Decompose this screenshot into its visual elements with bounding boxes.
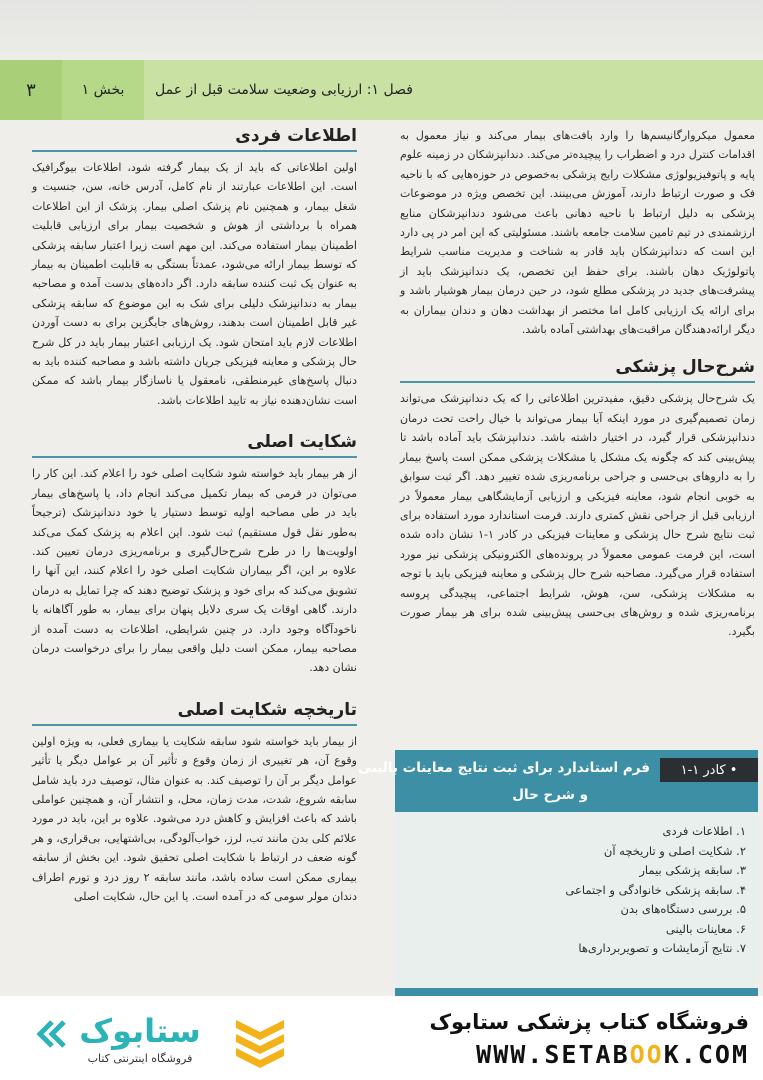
list-item: ۶. معاینات بالینی <box>665 921 746 936</box>
box-1-1 <box>358 750 758 1000</box>
medical-history-heading: شرح‌حال پزشکی <box>400 357 755 383</box>
box-title-line1: فرم استاندارد برای ثبت نتایج معاینات بالینی <box>358 760 650 776</box>
url-suffix: K.COM <box>663 1040 749 1069</box>
intro-paragraph: معمول میکروارگانیسم‌ها را وارد بافت‌های بیمار می‌کند و نیاز معمول به اقدامات کنترل درد و اضطراب را پیچیده‌تر می‌کند. دندانپزشکان در زمینه علوم پایه و پاتوفیزیولوژی مشکلات رایج پزشکی به‌خصوص در حوزه‌هایی که با ناحیه فک و صورت ارتباط دارند، آموزش می‌بینند. این تخصص ویژه در موضوعات پزشکی به دلیل ارتباط با ناحیه دهانی باعث می‌شود دندانپزشکان منابع ارزشمندی در تیم تامین سلامت جامعه باشند. مسئولیتی که این امر در پی دارد این است که دندانپزشکان باید قادر به شناخت و مدیریت مناسب شرایط پاتولوژیک دهان باشند. برای حفظ این تخصص، یک دندانپزشک باید از پیشرفت‌های جدید در پزشکی مطلع شود، در حین درمان بیمار هوشیار باشد و برای ارائه یک ارزیابی کامل اما مختصر از بهداشت دهان و دندان بیماران به دیگر ارائه‌دهندگان مراقبت‌های بهداشتی آماده باشد. <box>400 129 755 337</box>
logo-wordmark: ستابوک <box>79 1012 201 1050</box>
url-prefix: WWW.SETAB <box>476 1040 630 1069</box>
box-title-line2: و شرح حال <box>512 787 588 803</box>
box-header <box>358 750 758 812</box>
watermark-footer <box>0 996 763 1080</box>
books-icon <box>236 1020 284 1068</box>
logo-subtitle: فروشگاه اینترنتی کتاب <box>87 1052 193 1065</box>
personal-info-heading: اطلاعات فردی <box>32 126 357 152</box>
chief-complaint-heading: شکایت اصلی <box>32 432 357 458</box>
box-tag: • کادر ۱-۱ <box>660 758 758 782</box>
box-bottom-rule <box>395 988 758 996</box>
box-list-panel <box>395 812 758 1000</box>
medical-history-text: یک شرح‌حال پزشکی دقیق، مفیدترین اطلاعاتی را که یک دندانپزشک می‌تواند زمان تصمیم‌گیری در مورد اینکه آیا بیمار می‌تواند با خیال راحت تحت درمان دندانپزشکی قرار گیرد، در اختیار داشته باشد. دندانپزشک باید آماده باشد تا پیش‌بینی کند که چگونه یک مشکل یا مشکلات پزشکی ممکن است پاسخ بیمار را به داروهای بی‌حسی و جراحی برنامه‌ریزی شده تغییر دهد. اگر ثبت سوابق به خوبی انجام شود، معاینه فیزیکی و ارزیابی آزمایشگاهی بیمار معمولاً در ارزیابی قبل از جراحی نقش کمتری دارند. فرمت استاندارد مورد استفاده برای ثبت نتایج شرح حال پزشکی و معاینات فیزیکی در کادر ۱-۱ نشان داده شده است، این فرمت عمومی معمولاً در پرونده‌های الکترونیکی پزشکی نیز مورد استفاده قرار می‌گیرد. مصاحبه شرح حال پزشکی و معاینه فیزیکی باید با توجه به مشکلات پزشکی، سن، هوش، شرایط اجتماعی، پیچیدگی پروسه برنامه‌ریزی شده و روش‌های بی‌حسی پیش‌بینی شده برای هر بیمار صورت بگیرد. <box>400 392 755 639</box>
list-item: ۳. سابقه پزشکی بیمار <box>639 863 746 877</box>
right-text-column <box>32 126 357 906</box>
list-item: ۲. شکایت اصلی و تاریخچه آن <box>603 843 746 858</box>
shop-name: فروشگاه کتاب پزشکی ستابوک <box>429 1010 749 1034</box>
chapter-title: فصل ۱: ارزیابی وضعیت سلامت قبل از عمل <box>155 82 413 98</box>
list-item: ۵. بررسی دستگاه‌های بدن <box>620 902 746 916</box>
logo-chevrons <box>40 1022 64 1046</box>
page-header <box>0 60 763 120</box>
complaint-history-heading: تاریخچه شکایت اصلی <box>32 700 357 726</box>
page-number: ۳ <box>0 60 62 120</box>
chief-complaint-text: از هر بیمار باید خواسته شود شکایت اصلی خود را اعلام کند. این کار را می‌توان در فرمی که بیمار تکمیل می‌کند انجام داد، یا پاسخ‌های بیمار باید در طی مصاحبه اولیه توسط دستیار یا خود دندانپزشک (ترجیحاً به‌طور نقل قول مستقیم) ثبت شود. این اعلام به پزشک کمک می‌کند اولویت‌ها را در طرح شرح‌حال‌گیری و برنامه‌ریزی درمان تعیین کند. علاوه بر این، اگر بیماران شکایت اصلی خود را اعلام کنند، این آنها را تشویق می‌کند که برای خود و پزشک توضیح دهند که چرا تمایل به درمان دارند. گاهی اوقات یک سری دلایل پنهان برای بیمار، به طور آگاهانه یا ناخودآگاه وجود دارد. در چنین شرایطی، اطلاعات به دست آمده از مصاحبه بیمار، ممکن است دلیل واقعی بیمار را برای درخواست درمان نشان دهد. <box>32 467 357 675</box>
website-url[interactable] <box>476 1040 749 1069</box>
setabook-logo <box>22 1004 300 1072</box>
box-list <box>395 812 758 959</box>
complaint-history-text: از بیمار باید خواسته شود سابقه شکایت یا بیماری فعلی، به ویژه اولین وقوع آن، هر تغییری از زمان وقوع و تأثیر آن بر عوامل دیگر یا تأثیر عوامل دیگر بر آن را توصیف کند. به عنوان مثال، توصیف درد باید شامل سابقه شروع، شدت، مدت زمان، محل، و انتشار آن، و همچنین عواملی باشد که باعث افزایش و کاهش درد می‌شود. علاوه بر این، باید در مورد علائم کلی بدن مانند تب، لرز، خواب‌آلودگی، بی‌اشتهایی، بی‌قراری، و هر گونه ضعف در ارتباط با شکایت اصلی تحقیق شود. این بخش از سابقه بیماری ممکن است ساده باشد، مانند سابقه ۲ روز درد و تورم اطراف دندان مولر سومی که در آمده است. یا این حال، شکایت اصلی <box>32 734 357 903</box>
section-label: بخش ۱ <box>62 60 144 120</box>
personal-info-text: اولین اطلاعاتی که باید از یک بیمار گرفته شود، اطلاعات بیوگرافیک است. این اطلاعات عبارتند از نام کامل، آدرس خانه، سن، جنسیت و شغل بیمار، و همچنین نام پزشک اصلی بیمار. پزشک از این اطلاعات همراه با برداشتی از هوش و شخصیت بیمار برای ارزیابی قابلیت اطمینان بیمار استفاده می‌کند. این مهم است زیرا اعتبار سابقه پزشکی که توسط بیمار ارائه می‌شود، عمدتاً بستگی به قابلیت اطمینان به بیمار به عنوان یک ثبت کننده سابقه دارد. اگر داده‌های بدست آمده و مصاحبه بیمار به دندانپزشک دلیلی برای شک به این موضوع که سابقه پزشکی غیر قابل اطمینان است بدهند، روش‌های جایگزین برای به دست آوردن اطلاعات لازم باید امتحان شود. یک ارزیابی اعتبار بیمار باید در کل شرح حال پزشکی و معاینه فیزیکی جریان داشته باشد و مصاحبه کننده باید به دنبال پاسخ‌های غیرمنطقی، نامعقول یا ناسازگار بیمار باشد که ممکن است نشان‌دهنده نیاز به تایید اطلاعات باشد. <box>32 161 357 407</box>
list-item: ۴. سابقه پزشکی خانوادگی و اجتماعی <box>565 882 746 897</box>
url-highlight: OO <box>629 1040 664 1069</box>
page-top-margin <box>0 0 763 60</box>
list-item: ۷. نتایج آزمایشات و تصویربرداری‌ها <box>578 941 746 955</box>
list-item: ۱. اطلاعات فردی <box>662 824 746 838</box>
left-text-column <box>400 126 755 642</box>
